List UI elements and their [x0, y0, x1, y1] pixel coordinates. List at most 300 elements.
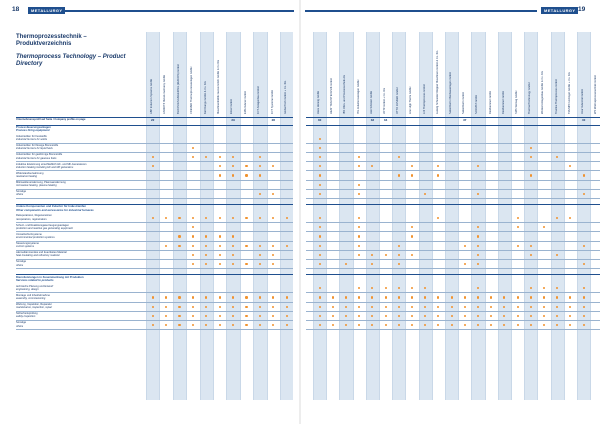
left-offer-dot [286, 315, 288, 317]
section-rule-left [16, 204, 293, 205]
right-offer-dot [411, 235, 413, 237]
right-offer-dot [358, 156, 360, 158]
left-offer-dot [219, 306, 221, 308]
section-rule-right [306, 274, 600, 275]
right-offer-dot [345, 315, 347, 317]
left-offer-dot [272, 263, 274, 265]
row-rule-right [306, 152, 600, 153]
product-row-label [16, 181, 144, 187]
right-offer-dot [464, 315, 466, 317]
right-company-header: Riedhammer GmbH [501, 90, 505, 114]
product-label-de: Sonstige [16, 260, 27, 264]
row-rule-right [306, 241, 600, 242]
right-company-header: Hans Hennig GmbH [317, 90, 320, 114]
right-offer-dot [569, 315, 571, 317]
section-heading-de: Prozessfeuerungsanlagen [16, 125, 51, 129]
product-row-label [16, 251, 144, 257]
right-company-header: SMS Siemag GmbH [515, 90, 518, 114]
left-offer-dot [165, 296, 167, 298]
product-label-de: Industrieöfen für flüssige Brennstoffe [16, 144, 59, 148]
right-page-number: 19 [578, 6, 586, 13]
left-offer-dot [286, 245, 288, 247]
right-offer-dot [477, 315, 479, 317]
right-offer-dot [569, 324, 571, 326]
row-rule-left [16, 198, 293, 199]
right-offer-dot [319, 315, 321, 317]
section-heading [16, 126, 51, 133]
left-offer-dot [192, 245, 194, 247]
right-offer-dot [398, 254, 400, 256]
right-company-header: JOTZ GmbH + Co. KG [383, 87, 386, 114]
product-label-de: wärmedämmendes und feuerfestes Material [16, 251, 67, 255]
product-label-de: Industrieöfen für Feststoffe [16, 135, 47, 138]
right-section-tag: METALLURGY [541, 7, 578, 14]
row-rule-right [306, 170, 600, 171]
right-offer-dot [517, 296, 519, 298]
left-offer-dot [272, 324, 274, 326]
right-offer-dot [569, 296, 571, 298]
right-company-header: NOXMAT GmbH [475, 94, 479, 114]
product-row-label [16, 312, 144, 318]
right-offer-dot [583, 315, 585, 317]
right-offer-dot [411, 226, 413, 228]
product-row-label [16, 321, 144, 327]
left-offer-dot [232, 174, 234, 176]
right-offer-dot [543, 324, 545, 326]
right-offer-dot [424, 296, 426, 298]
right-offer-dot [319, 245, 321, 247]
right-offer-dot [358, 306, 360, 308]
left-offer-dot [192, 226, 194, 228]
left-company-header: BLOOM ENGINEERING (EUROPA) GmbH [176, 64, 180, 114]
right-company-header: Nabertherm Ofenbauanlagen GmbH [449, 72, 452, 114]
right-offer-dot [319, 147, 321, 149]
left-offer-dot [232, 235, 234, 237]
product-label-de: Schutz- und Reaktionsgaserzeugungsanlagen [16, 223, 70, 227]
section-heading-de: Andere Komponenten und Zubehör für Industrieöfen [16, 204, 87, 209]
left-top-rule [62, 10, 294, 12]
title-english: Thermoprocess Technology – Product Directory [16, 54, 126, 67]
row-rule-right [306, 268, 600, 269]
right-company-header: Thermal Technology GmbH [528, 82, 532, 114]
product-label-en: maintenance, inspection, repair [16, 306, 53, 310]
profile-row-label: Unternehmensprofil auf Seite / Company profile on page [16, 118, 86, 121]
right-offer-dot [319, 296, 321, 298]
row-rule-left [16, 329, 293, 330]
left-offer-dot [192, 263, 194, 265]
right-offer-dot [358, 165, 360, 167]
section-heading-en: Services related to products [16, 277, 54, 282]
left-offer-dot [245, 263, 247, 265]
right-offer-dot [358, 184, 360, 186]
right-company-header: Trueline Thermprocess GmbH [554, 79, 558, 114]
right-offer-dot [583, 174, 585, 176]
left-offer-dot [152, 217, 154, 219]
left-company-page: 22 [151, 118, 155, 122]
right-offer-dot [411, 324, 413, 326]
right-offer-dot [358, 315, 360, 317]
left-offer-dot [245, 245, 247, 247]
right-offer-dot [319, 254, 321, 256]
right-offer-dot [477, 306, 479, 308]
left-offer-dot [286, 324, 288, 326]
product-row-label [16, 144, 144, 150]
right-offer-dot [583, 193, 585, 195]
right-offer-dot [398, 245, 400, 247]
left-offer-dot [219, 245, 221, 247]
left-offer-dot [165, 245, 167, 247]
right-offer-dot [385, 296, 387, 298]
right-offer-dot [477, 296, 479, 298]
product-row-label [16, 242, 144, 248]
right-offer-dot [477, 193, 479, 195]
left-company-header: Maschinenfabrik Gustav Eirich GmbH & Co KG [217, 59, 220, 114]
title-german: Thermoprozesstechnik – Produktverzeichnis [16, 34, 87, 47]
right-offer-dot [385, 315, 387, 317]
right-offer-dot [530, 147, 532, 149]
right-offer-dot [332, 315, 334, 317]
right-offer-dot [517, 245, 519, 247]
product-label-en: induction heating including HF and MF generators [16, 165, 74, 169]
right-offer-dot [437, 296, 439, 298]
left-offer-dot [192, 296, 194, 298]
right-offer-dot [517, 226, 519, 228]
right-offer-dot [583, 324, 585, 326]
right-offer-dot [477, 235, 479, 237]
right-company-header: Ludwig Schneider Klepper Maschinen GmbH & Co. KG [435, 50, 439, 114]
left-offer-dot [259, 245, 261, 247]
product-label-de: Industrieöfen für gasförmige Brennstoffe [16, 153, 63, 157]
left-offer-dot [232, 296, 234, 298]
section-rule-left [16, 274, 293, 275]
left-offer-dot [219, 315, 221, 317]
right-offer-dot [451, 306, 453, 308]
right-offer-dot [319, 235, 321, 237]
left-offer-dot [219, 324, 221, 326]
right-offer-dot [437, 315, 439, 317]
left-offer-dot [272, 296, 274, 298]
right-offer-dot [319, 174, 321, 176]
right-offer-dot [543, 315, 545, 317]
right-offer-dot [358, 226, 360, 228]
left-company-header: CREMER Thermoprozessanlagen GmbH [190, 66, 194, 114]
row-rule-right [306, 231, 600, 232]
right-company-header: WS Wärmeprozesstechnik GmbH [594, 75, 598, 114]
right-offer-dot [530, 254, 532, 256]
right-offer-dot [332, 324, 334, 326]
left-offer-dot [245, 174, 247, 176]
left-offer-dot [192, 254, 194, 256]
product-row-label [16, 303, 144, 309]
product-row-label [16, 153, 144, 159]
product-label-en: others [16, 193, 24, 197]
left-company-header: Elster GmbH [230, 99, 234, 114]
left-offer-dot [219, 296, 221, 298]
left-offer-dot [245, 165, 247, 167]
product-row-label [16, 135, 144, 141]
left-offer-dot [245, 217, 247, 219]
right-offer-dot [411, 296, 413, 298]
right-company-header: HEAT TRANSTECHNIK GmbH [330, 78, 334, 114]
product-label-de: Montage und Inbetriebnahme [16, 293, 50, 297]
left-offer-dot [152, 306, 154, 308]
section-heading [16, 276, 84, 283]
right-offer-dot [530, 296, 532, 298]
left-offer-dot [245, 296, 247, 298]
left-offer-dot [219, 235, 221, 237]
left-offer-dot [192, 147, 194, 149]
right-company-header: Nabertherm GmbH [462, 92, 466, 114]
right-offer-dot [332, 296, 334, 298]
right-offer-dot [385, 306, 387, 308]
right-company-page: 30 [317, 118, 322, 122]
left-offer-dot [259, 254, 261, 256]
right-offer-dot [569, 165, 571, 167]
section-rule-left [16, 125, 293, 126]
left-offer-dot [152, 296, 154, 298]
right-company-header: Wenkel Anlagenbau GmbH & Co. KG [541, 71, 545, 114]
right-offer-dot [385, 324, 387, 326]
section-heading-en: Process firing equipment [16, 128, 50, 133]
product-label-en: environmental protection systems [16, 236, 55, 239]
section-heading [16, 205, 94, 212]
right-offer-dot [398, 315, 400, 317]
row-rule-right [306, 302, 600, 303]
right-offer-dot [411, 174, 413, 176]
right-offer-dot [451, 296, 453, 298]
left-offer-dot [219, 217, 221, 219]
right-offer-dot [345, 296, 347, 298]
right-offer-dot [437, 174, 439, 176]
product-label-de: Mikrowellenerwärmung, Plasmaerwärmung [16, 181, 66, 184]
right-company-page: 33 [370, 118, 375, 122]
left-offer-dot [165, 315, 167, 317]
left-company-header: Karl Dungs GmbH & Co. KG [203, 81, 207, 114]
product-label-en: resistance heating [16, 175, 38, 178]
left-company-header: FCT Systeme GmbH [270, 89, 274, 114]
right-top-rule [305, 10, 537, 12]
left-offer-dot [192, 217, 194, 219]
row-rule-right [306, 250, 600, 251]
product-row-label [16, 224, 144, 230]
right-offer-dot [583, 245, 585, 247]
product-row-label [16, 233, 144, 239]
right-company-page: 37 [463, 118, 467, 122]
left-offer-dot [259, 174, 261, 176]
right-offer-dot [345, 306, 347, 308]
right-offer-dot [451, 315, 453, 317]
right-company-header: ITG Induktionsanlagen GmbH [356, 79, 360, 114]
product-label-en: heat insulating and refractory material [16, 254, 60, 258]
right-offer-dot [358, 287, 360, 289]
left-offer-dot [259, 306, 261, 308]
section-heading-de: Dienstleistungen in Zusammenhang mit Produkten [16, 274, 84, 279]
right-offer-dot [490, 296, 492, 298]
section-heading-en: Other components and accessories for industrial furnaces [16, 207, 94, 212]
row-rule-right [306, 143, 600, 144]
left-company-header: FCT Anlagenbau GmbH [257, 86, 261, 114]
section-rule-right [306, 204, 600, 205]
right-offer-dot [464, 245, 466, 247]
row-rule-right [306, 180, 600, 181]
product-row-label [16, 163, 144, 169]
left-offer-dot [259, 193, 261, 195]
right-offer-dot [543, 287, 545, 289]
right-company-header: TRUMPF Hüttinger GmbH + Co. KG [567, 72, 571, 114]
product-row-label [16, 260, 144, 266]
right-offer-dot [569, 217, 571, 219]
right-offer-dot [530, 245, 532, 247]
right-offer-dot [411, 287, 413, 289]
product-row-label [16, 172, 144, 178]
left-company-page: 29 [231, 118, 235, 122]
right-offer-dot [358, 296, 360, 298]
row-rule-right [306, 222, 600, 223]
left-offer-dot [259, 296, 261, 298]
left-offer-dot [165, 306, 167, 308]
left-offer-dot [245, 306, 247, 308]
right-offer-dot [319, 138, 321, 140]
right-offer-dot [358, 324, 360, 326]
left-offer-dot [272, 217, 274, 219]
left-offer-dot [272, 254, 274, 256]
right-offer-dot [411, 315, 413, 317]
right-offer-dot [464, 296, 466, 298]
left-offer-dot [272, 193, 274, 195]
right-company-header: Linn High Therm GmbH [409, 86, 413, 114]
right-offer-dot [543, 296, 545, 298]
row-rule-right [306, 161, 600, 162]
right-offer-dot [569, 306, 571, 308]
left-offer-dot [192, 315, 194, 317]
product-label-en: protection and reactive gas generating equipment [16, 226, 73, 230]
right-offer-dot [583, 263, 585, 265]
right-offer-dot [398, 174, 400, 176]
left-offer-dot [286, 306, 288, 308]
left-offer-dot [245, 315, 247, 317]
right-offer-dot [358, 254, 360, 256]
product-label-en: others [16, 324, 24, 328]
right-company-header: Juki Schreier GmbH [369, 90, 373, 114]
left-company-header: EMA Indutec GmbH [243, 91, 247, 114]
right-offer-dot [490, 324, 492, 326]
left-offer-dot [259, 315, 261, 317]
right-offer-dot [332, 306, 334, 308]
product-label-de: Umweltschutzsysteme [16, 232, 42, 236]
right-offer-dot [583, 296, 585, 298]
left-offer-dot [272, 165, 274, 167]
right-offer-dot [319, 263, 321, 265]
product-label-de: induktive Erwärmung einschließlich HF- und MF-Generatoren [16, 162, 87, 166]
product-row-label [16, 285, 144, 291]
right-offer-dot [477, 245, 479, 247]
left-offer-dot [272, 315, 274, 317]
right-offer-dot [385, 287, 387, 289]
left-company-header: ABP Induction Systems GmbH [150, 78, 153, 114]
right-offer-dot [477, 254, 479, 256]
row-rule-right [306, 259, 600, 260]
product-label-de: Sonstige [16, 321, 27, 325]
left-offer-dot [178, 217, 180, 219]
row-rule-right [306, 292, 600, 293]
right-offer-dot [517, 306, 519, 308]
left-offer-dot [165, 217, 167, 219]
left-section-tag: METALLURGY [28, 7, 65, 14]
right-offer-dot [398, 306, 400, 308]
product-label-de: Widerstandserwärmung [16, 171, 44, 175]
left-offer-dot [178, 296, 180, 298]
right-offer-dot [319, 306, 321, 308]
right-offer-dot [319, 217, 321, 219]
right-company-header: Riedhammer GmbH [488, 90, 492, 114]
left-offer-dot [232, 245, 234, 247]
left-offer-dot [219, 254, 221, 256]
left-offer-dot [192, 156, 194, 158]
right-offer-dot [464, 306, 466, 308]
left-offer-dot [178, 324, 180, 326]
right-company-header: Ucar Industrial GmbH [581, 89, 584, 114]
right-offer-dot [517, 217, 519, 219]
product-label-en: assembly, commissioning [16, 297, 46, 300]
product-label-en: others [16, 263, 24, 267]
left-offer-dot [178, 306, 180, 308]
product-label-de: Sonstige [16, 190, 27, 194]
left-page-number: 18 [12, 6, 20, 13]
product-label-de: Steuerungssysteme [16, 242, 39, 245]
left-company-page: 28 [271, 118, 275, 122]
row-rule-left [16, 268, 293, 269]
right-offer-dot [490, 315, 492, 317]
product-row-label [16, 190, 144, 196]
directory-title [16, 34, 126, 68]
right-offer-dot [451, 324, 453, 326]
left-offer-dot [178, 315, 180, 317]
product-label-en: industrial burners for solids [16, 138, 47, 142]
right-offer-dot [437, 324, 439, 326]
row-rule-right [306, 198, 600, 199]
row-rule-right [306, 189, 600, 190]
product-label-de: Rekuperatoren, Regeneratoren [16, 214, 52, 218]
product-label-en: safety inspection [16, 315, 36, 319]
right-offer-dot [411, 306, 413, 308]
right-header-rule [306, 117, 600, 118]
right-offer-dot [543, 306, 545, 308]
right-offer-dot [358, 217, 360, 219]
right-offer-dot [464, 263, 466, 265]
right-company-page: 34 [383, 118, 388, 122]
left-offer-dot [152, 315, 154, 317]
left-offer-dot [165, 324, 167, 326]
left-offer-dot [178, 235, 180, 237]
left-offer-dot [152, 324, 154, 326]
right-offer-dot [319, 184, 321, 186]
right-offer-dot [530, 315, 532, 317]
right-offer-dot [385, 254, 387, 256]
right-offer-dot [543, 226, 545, 228]
right-offer-dot [437, 217, 439, 219]
product-label-de: Sicherheitsprüfung [16, 312, 38, 316]
product-label-en: industrial burners for gaseous fuels [16, 156, 57, 160]
left-offer-dot [178, 245, 180, 247]
left-offer-dot [219, 156, 221, 158]
product-row-label [16, 294, 144, 300]
right-offer-dot [358, 235, 360, 237]
right-company-header: IBS Ofen- und Prozesstechnik AG [343, 74, 347, 114]
left-offer-dot [219, 174, 221, 176]
right-offer-dot [411, 165, 413, 167]
section-rule-right [306, 125, 600, 126]
left-offer-dot [272, 245, 274, 247]
